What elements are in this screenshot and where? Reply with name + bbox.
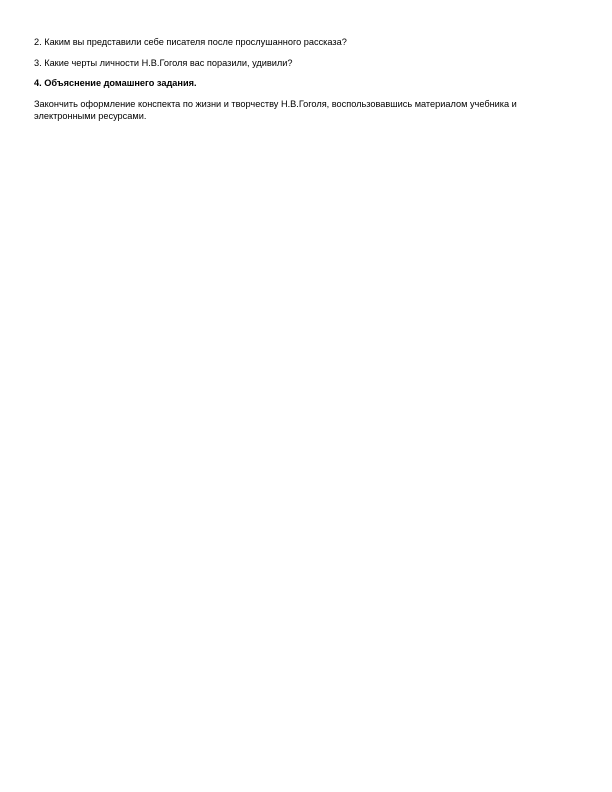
question-3: 3. Какие черты личности Н.В.Гоголя вас поразили, удивили?	[34, 57, 293, 68]
question-2: 2. Каким вы представили себе писателя после прослушанного рассказа?	[34, 37, 347, 47]
homework-text: Закончить оформление конспекта по жизни и творчеству Н.В.Гоголя, воспользовавшись материалом учебника и электронными ресурсами.	[34, 98, 517, 121]
document-body	[34, 36, 579, 130]
section-heading-homework: 4. Объяснение домашнего задания.	[34, 78, 197, 88]
